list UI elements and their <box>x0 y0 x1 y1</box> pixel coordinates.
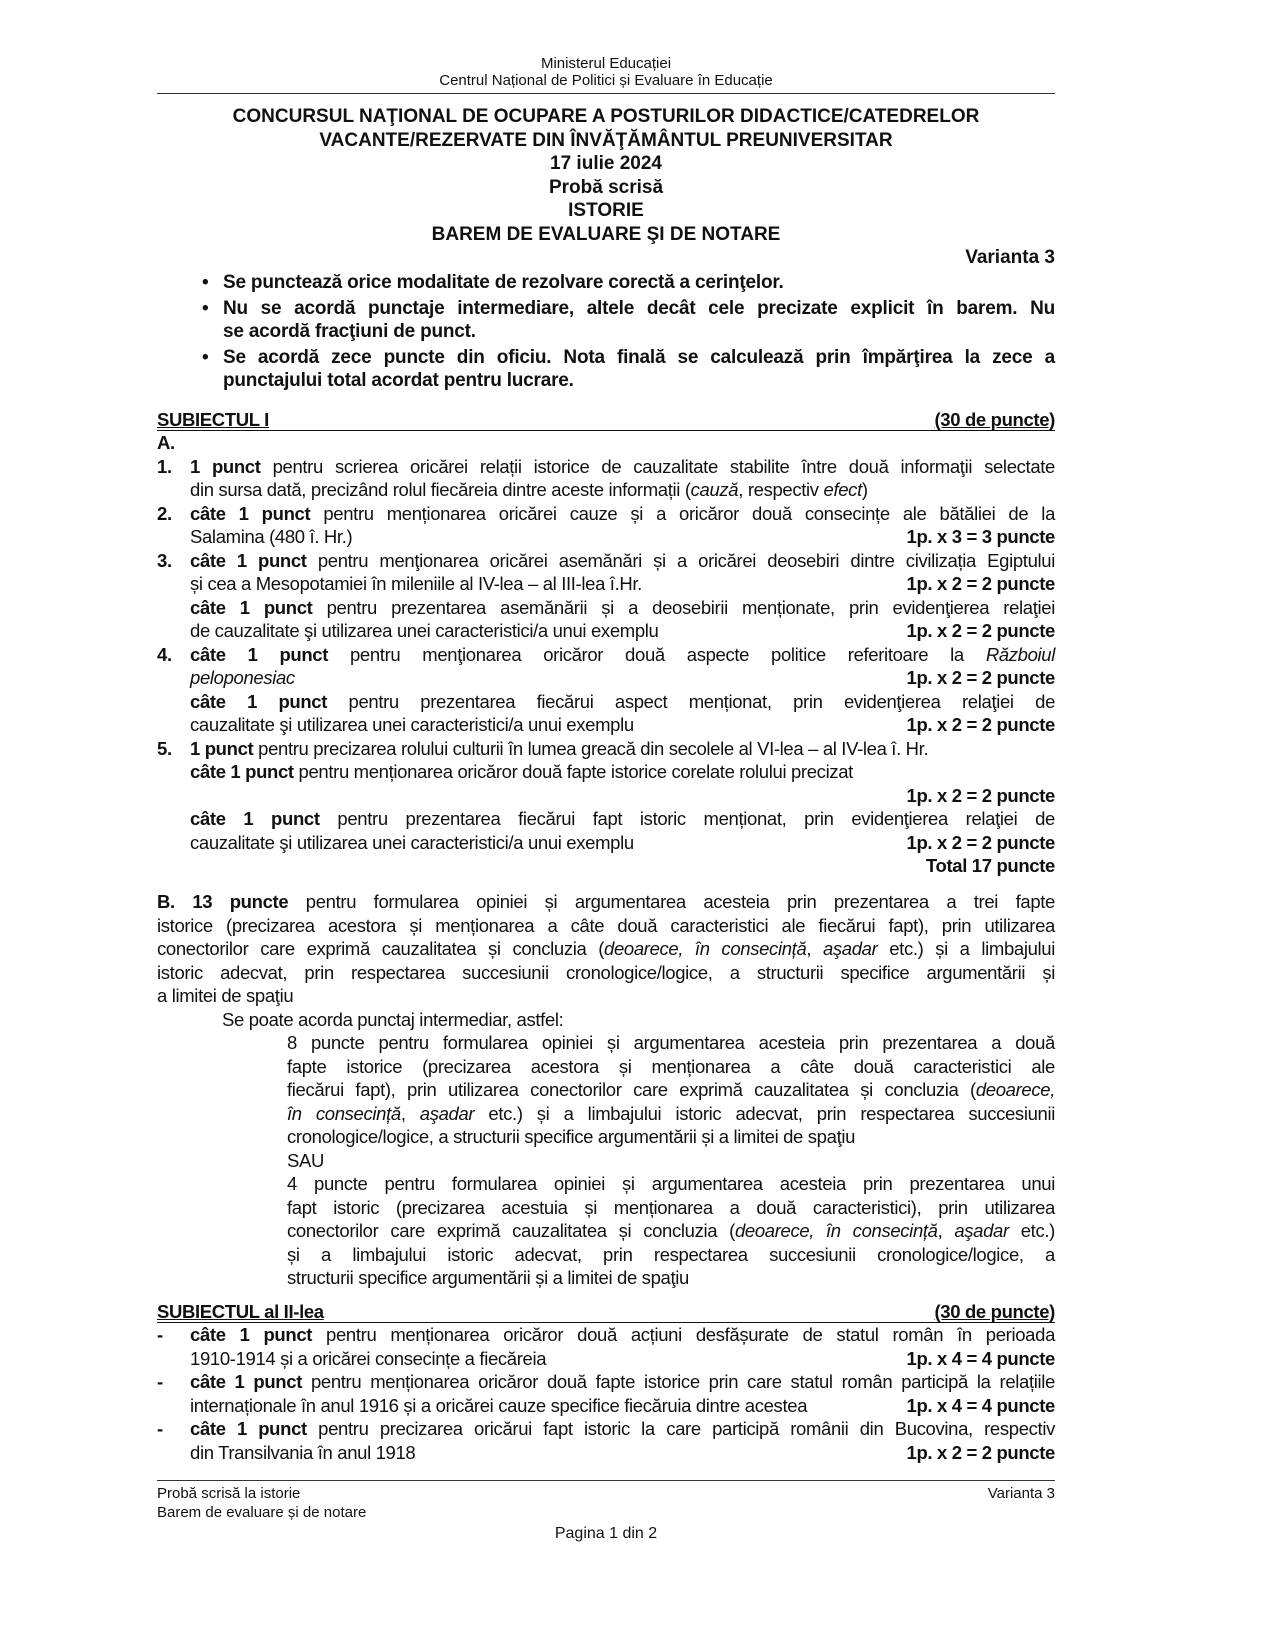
document-title <box>157 105 1055 246</box>
line-text <box>190 549 1055 573</box>
subject-1-points: (30 de puncte) <box>934 409 1055 430</box>
line-text <box>287 1243 1055 1267</box>
item-paragraph <box>190 1370 1055 1417</box>
text-line <box>190 525 1055 549</box>
text-segment: câte 1 punct <box>190 643 329 665</box>
bullet-icon: • <box>202 297 209 319</box>
text-segment: , <box>937 1220 955 1241</box>
part-a-label: A. <box>157 432 175 453</box>
general-instructions <box>190 271 1055 395</box>
subject-2-title: SUBIECTUL al II-lea <box>157 1301 324 1322</box>
text-segment: 1910-1914 și a oricărei consecințe a fiecăreia <box>190 1347 547 1369</box>
text-line <box>190 1323 1055 1347</box>
scoring-item <box>157 1417 1055 1464</box>
text-segment: pentru menționarea oricăror două fapte istorice corelate rolului precizat <box>293 761 853 782</box>
item-number: 3. <box>157 549 172 571</box>
item-number: 1. <box>157 455 172 477</box>
text-segment: aşadar <box>954 1220 1009 1241</box>
text-line <box>190 619 1055 643</box>
text-segment: peloponesiac <box>190 667 295 688</box>
scoring-item <box>157 1323 1055 1370</box>
text-line <box>190 1347 1055 1371</box>
text-segment: și cea a Mesopotamiei în mileniile al IV-lea – al III-lea î.Hr. <box>190 573 642 594</box>
item-paragraph <box>190 737 1055 761</box>
part-b-option-4 <box>157 1172 1055 1290</box>
text-line <box>287 1078 1055 1102</box>
text-segment: pentru menționarea oricăror două acțiuni desfășurate de statul român în perioada <box>312 1324 1056 1345</box>
title-line: VACANTE/REZERVATE DIN ÎNVĂŢĂMÂNTUL PREUNIVERSITAR <box>319 129 893 151</box>
part-b-or <box>157 1149 1055 1173</box>
text-segment: istorice (precizarea acestora și menționarea a câte două caracteristici ale fiecărui fapt), prin utilizarea <box>157 914 1055 936</box>
text-line <box>287 1196 1055 1220</box>
line-text <box>287 1078 1055 1102</box>
text-segment: pentru prezentarea asemănării și a deosebirii menționate, prin evidenţierea relaţiei <box>312 596 1055 618</box>
text-line <box>190 502 1055 526</box>
line-text <box>190 1370 1055 1394</box>
bullet-icon: • <box>202 272 209 293</box>
text-line <box>287 1219 1055 1243</box>
text-segment: câte 1 punct <box>190 690 328 712</box>
text-segment: pentru prezentarea fiecărui fapt istoric menționat, prin evidenţierea relaţiei de <box>319 808 1055 829</box>
text-segment: deoarece, în consecință <box>604 938 807 959</box>
text-line <box>157 914 1055 938</box>
line-text <box>222 1008 1055 1032</box>
instruction-bullet <box>190 346 1055 393</box>
score: 1p. x 4 = 4 puncte <box>906 1347 1055 1369</box>
text-segment: cauză <box>690 479 739 500</box>
text-segment: 1 punct <box>190 455 261 477</box>
text-segment: B. 13 puncte <box>157 891 289 912</box>
text-segment: și a limbajului istoric adecvat, prin respectarea succesiunii cronologice/logice, a <box>287 1243 1055 1265</box>
text-segment: pentru menţionarea oricărei asemănări și a oricărei deosebiri dintre civilizația Egiptului <box>306 549 1055 571</box>
text-segment: Se poate acorda punctaj intermediar, astfel: <box>222 1008 564 1030</box>
scoring-item <box>157 737 1055 878</box>
text-segment: pentru menţionarea oricăror două aspecte politice referitoare la <box>328 643 986 665</box>
text-line <box>190 478 1055 502</box>
text-line <box>190 1394 1055 1418</box>
text-segment: etc.) și a limbajului <box>877 938 1055 959</box>
item-paragraph <box>190 549 1055 596</box>
text-segment: Salamina (480 î. Hr.) <box>190 526 353 547</box>
text-line <box>287 1055 1055 1079</box>
scoring-item <box>157 549 1055 643</box>
score: Total 17 puncte <box>925 855 1055 876</box>
text-segment: aşadar <box>822 938 878 959</box>
line-text <box>157 890 1055 914</box>
line-text <box>190 643 1055 667</box>
part-b-intermediate-intro <box>157 1008 1055 1032</box>
center-name: Centrul Național de Politici și Evaluare în Educație <box>439 72 773 89</box>
text-line <box>287 1149 1055 1173</box>
title-line: CONCURSUL NAŢIONAL DE OCUPARE A POSTURILOR DIDACTICE/CATEDRELOR <box>232 106 980 127</box>
text-segment: din Transilvania în anul 1918 <box>190 1441 416 1463</box>
part-b-option-8 <box>157 1031 1055 1149</box>
footer-exam: Probă scrisă la istorie <box>157 1485 301 1502</box>
text-segment: în consecință <box>287 1102 401 1124</box>
item-paragraph <box>190 1417 1055 1464</box>
text-line <box>190 549 1055 573</box>
line-text <box>190 455 1055 479</box>
item-number: 2. <box>157 502 172 524</box>
line-text <box>190 854 918 878</box>
text-segment: câte 1 punct <box>190 596 313 618</box>
text-segment: etc.) și a limbajului istoric adecvat, prin respectarea succesiunii <box>474 1102 1055 1124</box>
subject-1-title: SUBIECTUL I <box>157 409 269 430</box>
ministry-name: Ministerul Educației <box>540 55 672 72</box>
text-segment: conectorilor care exprimă cauzalitatea și concluzia ( <box>287 1220 735 1241</box>
line-text <box>190 596 1055 620</box>
text-segment: de cauzalitate şi utilizarea unei caracteristici/a unui exemplu <box>190 620 659 641</box>
page-number: Pagina 1 din 2 <box>554 1525 658 1542</box>
item-paragraph <box>190 807 1055 878</box>
text-segment: 8 puncte pentru formularea opiniei și argumentarea acesteia prin prezentarea a două <box>287 1032 1055 1053</box>
text-segment: a limitei de spaţiu <box>157 985 294 1006</box>
line-text <box>287 1266 1055 1290</box>
line-text <box>287 1055 1055 1079</box>
text-line <box>287 1102 1055 1126</box>
text-segment: pentru precizarea rolului culturii în lumea greacă din secolele al VI-lea – al IV-lea î. Hr. <box>253 737 929 759</box>
line-text <box>190 1323 1055 1347</box>
bullet-line: Se acordă zece puncte din oficiu. Nota finală se calculează prin împărţirea la zece a <box>223 346 1055 368</box>
line-text <box>190 737 1055 761</box>
text-segment: , <box>400 1102 420 1124</box>
subject-2-points: (30 de puncte) <box>934 1301 1055 1322</box>
text-segment: cronologice/logice, a structurii specifice argumentării și a limitei de spaţiu <box>287 1126 856 1147</box>
text-segment: Războiul <box>985 643 1055 665</box>
text-segment: câte 1 punct <box>190 502 311 524</box>
part-b-section <box>157 890 1055 1290</box>
text-line <box>287 1266 1055 1290</box>
line-text <box>287 1149 1055 1173</box>
part-b-main <box>157 890 1055 1008</box>
text-segment: pentru menționarea oricăror două fapte istorice prin care statul român participă la relațiile <box>302 1371 1055 1392</box>
line-text <box>190 807 1055 831</box>
text-line <box>190 455 1055 479</box>
subject-1-heading <box>157 409 1055 431</box>
text-segment: ) <box>861 479 868 500</box>
item-paragraph <box>190 643 1055 690</box>
subject-2-heading <box>157 1301 1055 1323</box>
text-line <box>287 1125 1055 1149</box>
text-segment: deoarece, în consecință <box>734 1220 938 1241</box>
text-segment: etc.) <box>1008 1220 1055 1241</box>
bullet-icon: • <box>202 346 209 368</box>
text-line <box>190 1417 1055 1441</box>
text-line <box>190 713 1055 737</box>
text-line <box>157 937 1055 961</box>
score: 1p. x 2 = 2 puncte <box>906 620 1055 641</box>
text-segment: câte 1 punct <box>190 808 320 829</box>
text-segment: fapt istoric (precizarea acestuia și menționarea a două caracteristici), prin utilizarea <box>287 1196 1055 1218</box>
line-text <box>190 525 899 549</box>
scoring-item <box>157 643 1055 737</box>
line-text <box>157 914 1055 938</box>
text-line <box>190 690 1055 714</box>
text-segment: cauzalitate şi utilizarea unei caracteristici/a unui exemplu <box>190 831 634 853</box>
item-number: - <box>157 1324 163 1345</box>
variant-label: Varianta 3 <box>965 247 1055 268</box>
text-line <box>287 1172 1055 1196</box>
text-segment: pentru precizarea oricărui fapt istoric la care participă românii din Bucovina, respectiv <box>306 1418 1055 1439</box>
line-text <box>287 1219 1055 1243</box>
header-divider <box>157 93 1055 94</box>
line-text <box>157 961 1055 985</box>
part-a-items <box>157 455 1055 878</box>
line-text <box>190 619 899 643</box>
item-paragraph <box>190 1323 1055 1370</box>
subject-1-section <box>157 409 1055 878</box>
text-segment: SAU <box>287 1149 324 1171</box>
score: 1p. x 2 = 2 puncte <box>906 784 1055 806</box>
text-segment: istoric adecvat, prin respectarea succesiunii cronologice/logice, a structurii specifice argumentării și <box>157 961 1055 983</box>
line-text <box>157 937 1055 961</box>
text-segment: efect <box>823 479 862 500</box>
text-line <box>157 890 1055 914</box>
scoring-title: BAREM DE EVALUARE ŞI DE NOTARE <box>431 223 781 245</box>
text-segment: , <box>806 938 823 959</box>
line-text <box>287 1125 1055 1149</box>
score: 1p. x 2 = 2 puncte <box>906 1441 1055 1463</box>
footer-doc: Barem de evaluare și de notare <box>157 1504 367 1521</box>
footer-divider <box>157 1480 1055 1481</box>
text-line <box>190 760 1055 784</box>
item-paragraph <box>190 596 1055 643</box>
text-line <box>190 572 1055 596</box>
text-line <box>190 854 1055 878</box>
scoring-item <box>157 502 1055 549</box>
text-line <box>287 1243 1055 1267</box>
item-number: - <box>157 1371 163 1392</box>
text-segment: câte 1 punct <box>190 1418 307 1439</box>
line-text <box>190 666 899 690</box>
text-segment: pentru prezentarea fiecărui aspect menționat, prin evidenţierea relaţiei de <box>327 690 1056 712</box>
line-text <box>190 1417 1055 1441</box>
score: 1p. x 2 = 2 puncte <box>906 831 1055 853</box>
footer-variant: Varianta 3 <box>987 1485 1055 1502</box>
text-segment: pentru menționarea oricărei cauze și a oricăror două consecințe ale bătăliei de la <box>310 502 1056 524</box>
text-line <box>190 831 1055 855</box>
text-segment: aşadar <box>419 1102 475 1124</box>
line-text <box>190 1347 899 1371</box>
score: 1p. x 2 = 2 puncte <box>906 573 1055 594</box>
subject-2-section <box>157 1301 1055 1464</box>
item-paragraph <box>190 455 1055 502</box>
text-segment: câte 1 punct <box>190 1324 313 1345</box>
text-segment: structurii specifice argumentării și a limitei de spaţiu <box>287 1267 689 1288</box>
text-segment: , respectiv <box>738 479 824 500</box>
text-line <box>190 596 1055 620</box>
page-footer <box>157 1484 1055 1543</box>
instruction-bullet <box>190 297 1055 344</box>
line-text <box>190 572 899 596</box>
text-segment: conectorilor care exprimă cauzalitatea și concluzia ( <box>157 938 605 959</box>
scoring-item <box>157 455 1055 502</box>
text-segment: pentru formularea opiniei și argumentarea acesteia prin prezentarea a trei fapte <box>288 891 1055 912</box>
bullet-line: se acordă fracţiuni de punct. <box>223 321 476 342</box>
line-text <box>190 784 899 808</box>
text-segment: deoarece, <box>975 1079 1055 1100</box>
text-segment: 4 puncte pentru formularea opiniei și argumentarea acesteia prin prezentarea unui <box>287 1173 1055 1194</box>
bullet-line: Se punctează orice modalitate de rezolvare corectă a cerinţelor. <box>223 272 784 293</box>
line-text <box>190 713 899 737</box>
item-number: 5. <box>157 737 172 759</box>
score: 1p. x 2 = 2 puncte <box>906 714 1055 735</box>
text-segment: cauzalitate şi utilizarea unei caracteristici/a unui exemplu <box>190 714 634 735</box>
text-segment: din sursa dată, precizând rolul fiecăreia dintre aceste informații ( <box>190 479 691 500</box>
text-line <box>190 666 1055 690</box>
text-line <box>190 737 1055 761</box>
line-text <box>190 478 1055 502</box>
subject-2-items <box>157 1323 1055 1464</box>
item-number: - <box>157 1418 163 1439</box>
line-text <box>190 1394 899 1418</box>
text-segment: fiecărui fapt), prin utilizarea conectorilor care exprimă cauzalitatea și concluzia ( <box>287 1079 976 1100</box>
exam-date: 17 iulie 2024 <box>550 153 662 174</box>
line-text <box>190 760 1055 784</box>
text-segment: câte 1 punct <box>190 1371 303 1392</box>
line-text <box>287 1102 1055 1126</box>
score: 1p. x 2 = 2 puncte <box>906 667 1055 688</box>
text-segment: pentru scrierea oricărei relații istorice de cauzalitate stabilite între două informaţii selectate <box>260 455 1055 477</box>
text-segment: fapte istorice (precizarea acestora și menționarea a câte două caracteristici ale <box>287 1055 1055 1077</box>
bullet-line: Nu se acordă punctaje intermediare, altele decât cele precizate explicit în barem. Nu <box>223 297 1055 319</box>
line-text <box>190 502 1055 526</box>
score: 1p. x 3 = 3 puncte <box>906 526 1055 547</box>
page-header <box>157 55 1055 89</box>
bullet-line: punctajului total acordat pentru lucrare. <box>223 370 574 391</box>
item-paragraph <box>190 502 1055 549</box>
line-text <box>190 1441 899 1465</box>
instruction-bullet <box>190 271 1055 295</box>
line-text <box>287 1031 1055 1055</box>
text-segment: 1 punct <box>190 737 254 759</box>
line-text <box>287 1172 1055 1196</box>
line-text <box>190 831 899 855</box>
exam-type: Probă scrisă <box>548 176 664 198</box>
text-segment: internaționale în anul 1916 și a oricărei cauze specifice fiecăruia dintre acestea <box>190 1394 808 1416</box>
line-text <box>190 690 1055 714</box>
text-line <box>157 984 1055 1008</box>
subject-name: ISTORIE <box>568 200 644 221</box>
text-line <box>190 807 1055 831</box>
text-segment: câte 1 punct <box>190 549 307 571</box>
text-line <box>190 1370 1055 1394</box>
text-line <box>222 1008 1055 1032</box>
scoring-item <box>157 1370 1055 1417</box>
text-line <box>157 961 1055 985</box>
item-paragraph <box>190 760 1055 807</box>
line-text <box>157 984 1055 1008</box>
item-paragraph <box>190 690 1055 737</box>
text-line <box>287 1031 1055 1055</box>
score: 1p. x 4 = 4 puncte <box>906 1394 1055 1416</box>
line-text <box>287 1196 1055 1220</box>
item-number: 4. <box>157 643 172 665</box>
text-segment: câte 1 punct <box>190 761 294 782</box>
text-line <box>190 643 1055 667</box>
text-line <box>190 1441 1055 1465</box>
text-line <box>190 784 1055 808</box>
